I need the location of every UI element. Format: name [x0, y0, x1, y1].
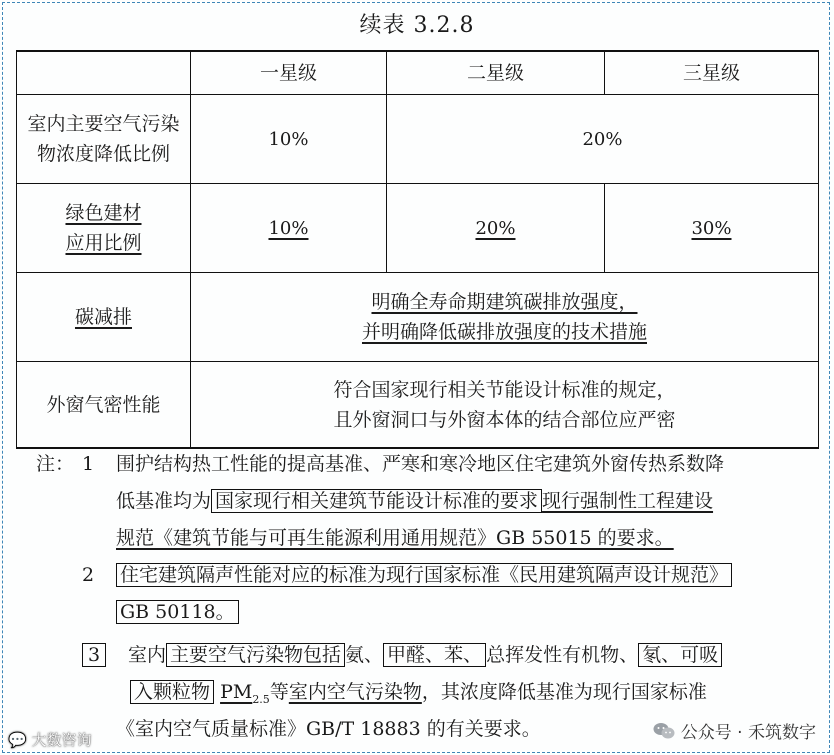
- row-label: 室内主要空气污染 物浓度降低比例: [17, 95, 191, 184]
- cell-one-star: 10%: [191, 184, 387, 273]
- cell-two-star: 20%: [387, 184, 605, 273]
- star-rating-table: [16, 50, 819, 449]
- note-3-line-2: 入颗粒物 $PM_{2.5}$等室内空气污染物，其浓度降低基准为现行国家标准: [36, 674, 822, 711]
- header-one-star: 一星级: [191, 51, 387, 95]
- header-two-star: 二星级: [387, 51, 605, 95]
- cell-one-star: 10%: [191, 95, 387, 184]
- note-3-line-3: 《室内空气质量标准》GB/T 18883 的有关要求。: [116, 718, 541, 740]
- table-row-air-pollution: [17, 95, 819, 184]
- row-label: 碳减排: [17, 273, 191, 362]
- watermark-right: 公众号 · 禾筑数字: [653, 718, 816, 743]
- note-1-line-1: 注： 1 围护结构热工性能的提高基准、严寒和寒冷地区住宅建筑外窗传热系数降: [36, 453, 725, 475]
- cell-two-three-star: 20%: [387, 95, 819, 184]
- wechat-icon: [653, 722, 675, 740]
- table-notes: [36, 446, 822, 748]
- table-header-row: [17, 51, 819, 95]
- note-2-line-1: 2 住宅建筑隔声性能对应的标准为现行国家标准《民用建筑隔声设计规范》: [36, 557, 822, 594]
- table-row-carbon: [17, 273, 819, 362]
- header-empty-cell: [17, 51, 191, 95]
- cell-merged: 符合国家现行相关节能设计标准的规定， 且外窗洞口与外窗本体的结合部位应严密: [191, 362, 819, 449]
- header-three-star: 三星级: [605, 51, 819, 95]
- table-row-window-airtight: [17, 362, 819, 449]
- note-1-line-2: 低基准均为 国家现行相关建筑节能设计标准的要求 现行强制性工程建设: [116, 490, 714, 512]
- table-row-green-materials: [17, 184, 819, 273]
- chat-bubble-icon: 💬: [8, 731, 27, 749]
- row-label: 绿色建材 应用比例: [17, 184, 191, 273]
- table-title: 续表 3.2.8: [359, 13, 475, 38]
- note-3-line-1: 3 室内 主要空气污染物包括 氨、 甲醛、苯、 总挥发性有机物、 氡、可吸: [36, 637, 822, 674]
- cell-three-star: 30%: [605, 184, 819, 273]
- row-label: 外窗气密性能: [17, 362, 191, 449]
- note-2-line-2: GB 50118。: [36, 594, 822, 631]
- cell-merged: 明确全寿命期建筑碳排放强度， 并明确降低碳排放强度的技术措施: [191, 273, 819, 362]
- watermark-left: 💬 大数咨询: [8, 731, 92, 749]
- note-1-line-3: 规范《建筑节能与可再生能源利用通用规范》GB 55015 的要求。: [116, 527, 674, 549]
